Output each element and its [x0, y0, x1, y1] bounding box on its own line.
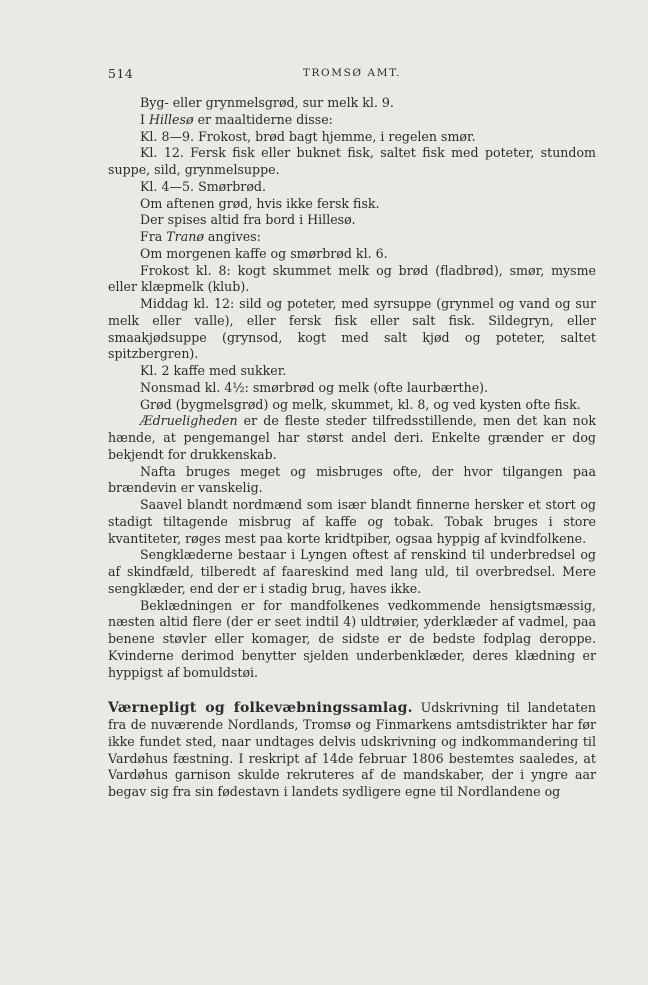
- paragraph: Grød (bygmelsgrød) og melk, skummet, kl. 8, og ved kysten ofte fisk.: [140, 396, 581, 412]
- paragraph: Middag kl. 12: sild og poteter, med syrsuppe (grynmel og vand og sur melk eller valle), eller fersk fisk eller salt fisk. Sildegryn, eller smaakjødsuppe (grynsod, kogt med salt kjød og poteter, saltet spitzbergren).: [108, 296, 596, 362]
- place-name: Tranø: [166, 229, 204, 244]
- paragraph: Nafta bruges meget og misbruges ofte, der hvor tilgangen paa brændevin er vanskelig.: [108, 463, 596, 496]
- paragraph: Saavel blandt nordmænd som især blandt finnerne hersker et stort og stadigt tiltagende misbrug af kaffe og tobak. Tobak bruges i store kvantiteter, røges mest paa korte kridtpiber, ogsaa hyppig af kvindfolkene.: [108, 497, 596, 546]
- body-text: [108, 95, 596, 801]
- paragraph: Kl. 8—9. Frokost, brød bagt hjemme, i regelen smør.: [140, 128, 476, 144]
- paragraph: Om morgenen kaffe og smørbrød kl. 6.: [140, 245, 388, 261]
- topic-term: Ædrueligheden: [140, 413, 238, 429]
- paragraph: Nonsmad kl. 4½: smørbrød og melk (ofte laurbærthe).: [140, 379, 489, 395]
- paragraph: Kl. 12. Fersk fisk eller buknet fisk, saltet fisk med poteter, stundom suppe, sild, grynmelsuppe.: [108, 145, 596, 177]
- section-heading: Værnepligt og folkevæbningssamlag.: [108, 700, 413, 717]
- paragraph: Der spises altid fra bord i Hillesø.: [140, 212, 356, 228]
- paragraph: Fra Tranø angives:: [140, 229, 261, 244]
- running-title: TROMSØ AMT.: [302, 67, 402, 79]
- paragraph: Sengklæderne bestaar i Lyngen oftest af renskind til underbredsel og af skindfæld, tilberedt af faareskind med lang uld, til overbredsel. Mere sengklæder, end der er i stadig brug, haves ikke.: [108, 547, 596, 596]
- page-header: [108, 66, 596, 84]
- paragraph: Om aftenen grød, hvis ikke fersk fisk.: [140, 195, 380, 211]
- paragraph: Frokost kl. 8: kogt skummet melk og brød (fladbrød), smør, mysme eller klæpmelk (klub).: [108, 262, 596, 295]
- paragraph: Beklædningen er for mandfolkenes vedkommende hensigtsmæssig, næsten altid flere (der er seet indtil 4) uldtrøier, yderklæder af vadmel, paa benene støvler eller komager, de sidste er de bedste fodplag deroppe. Kvinderne derimod benytter sjelden underbenklæder, deres klædning er hyppigst af bomuldstøi.: [108, 597, 596, 680]
- paragraph: I Hillesø er maaltiderne disse:: [140, 111, 333, 127]
- paragraph: Byg- eller grynmelsgrød, sur melk kl. 9.: [140, 95, 394, 110]
- page-number: 514: [108, 66, 134, 81]
- section-paragraph: Værnepligt og folkevæbningssamlag. Udskrivning til landetaten fra de nuværende Nordlands, Tromsø og Finmarkens amtsdistrikter har før ikke fundet sted, naar undtages delvis udskrivning og indkommandering til Vardøhus fæstning. I reskript af 14de februar 1806 bestemtes saaledes, at Vardøhus garnison skulde rekruteres af de mandskaber, der i yngre aar begav sig fra sin fødestavn i landets sydligere egne til Nordlandene og: [108, 700, 596, 799]
- paragraph: Kl. 4—5. Smørbrød.: [140, 178, 266, 194]
- place-name: Hillesø: [148, 111, 194, 127]
- paragraph: Ædrueligheden er de fleste steder tilfredsstillende, men det kan nok hænde, at pengemangel har størst andel deri. Enkelte grænder er dog bekjendt for drukkenskab.: [108, 413, 596, 462]
- paragraph: Kl. 2 kaffe med sukker.: [140, 363, 287, 378]
